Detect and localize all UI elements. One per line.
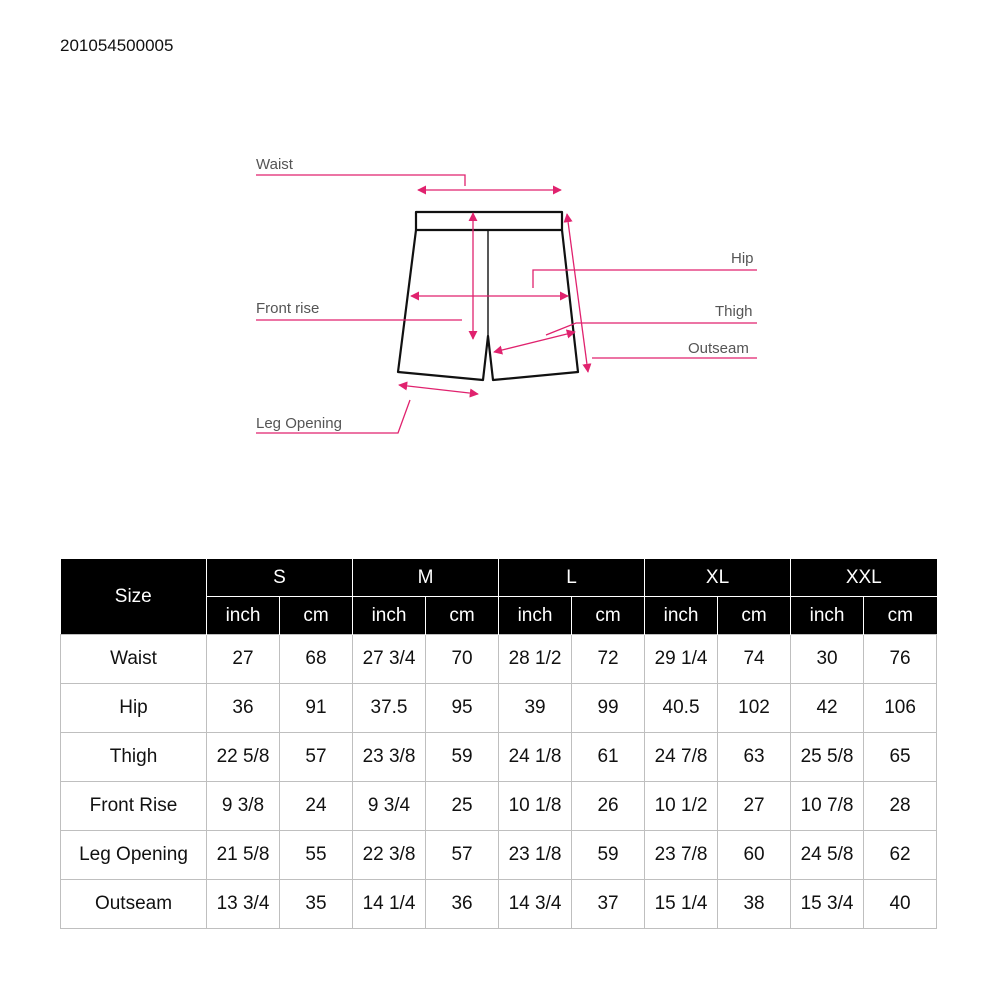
table-cell: 38	[718, 880, 791, 929]
table-row	[61, 782, 937, 831]
row-label: Front Rise	[61, 782, 207, 831]
waist-leader	[256, 175, 465, 186]
table-cell: 25 5/8	[791, 733, 864, 782]
table-cell: 10 7/8	[791, 782, 864, 831]
table-row	[61, 635, 937, 684]
table-cell: 40	[864, 880, 937, 929]
table-cell: 35	[280, 880, 353, 929]
unit-header-inch: inch	[207, 597, 280, 635]
table-cell: 102	[718, 684, 791, 733]
unit-header-cm: cm	[426, 597, 499, 635]
unit-header-cm: cm	[280, 597, 353, 635]
table-cell: 68	[280, 635, 353, 684]
row-label: Thigh	[61, 733, 207, 782]
table-cell: 40.5	[645, 684, 718, 733]
thigh-leader	[546, 323, 757, 335]
table-cell: 14 3/4	[499, 880, 572, 929]
table-cell: 27	[718, 782, 791, 831]
table-cell: 23 7/8	[645, 831, 718, 880]
row-label: Hip	[61, 684, 207, 733]
table-cell: 22 5/8	[207, 733, 280, 782]
table-cell: 72	[572, 635, 645, 684]
table-cell: 36	[207, 684, 280, 733]
table-row	[61, 831, 937, 880]
thigh-label: Thigh	[715, 303, 753, 320]
waistband-shape	[416, 212, 562, 230]
table-cell: 15 1/4	[645, 880, 718, 929]
table-cell: 99	[572, 684, 645, 733]
unit-header-cm: cm	[864, 597, 937, 635]
table-cell: 55	[280, 831, 353, 880]
table-row	[61, 684, 937, 733]
front-rise-label: Front rise	[256, 300, 320, 317]
table-cell: 74	[718, 635, 791, 684]
table-cell: 27	[207, 635, 280, 684]
size-header-m: M	[353, 559, 499, 597]
table-cell: 65	[864, 733, 937, 782]
size-header-xl: XL	[645, 559, 791, 597]
outseam-label: Outseam	[688, 340, 749, 357]
table-cell: 60	[718, 831, 791, 880]
hip-label: Hip	[731, 250, 754, 267]
table-cell: 63	[718, 733, 791, 782]
table-cell: 24 7/8	[645, 733, 718, 782]
table-cell: 42	[791, 684, 864, 733]
table-cell: 30	[791, 635, 864, 684]
table-cell: 95	[426, 684, 499, 733]
unit-header-cm: cm	[572, 597, 645, 635]
table-cell: 23 3/8	[353, 733, 426, 782]
table-cell: 10 1/2	[645, 782, 718, 831]
table-cell: 39	[499, 684, 572, 733]
table-cell: 14 1/4	[353, 880, 426, 929]
row-label: Leg Opening	[61, 831, 207, 880]
table-cell: 37	[572, 880, 645, 929]
table-cell: 15 3/4	[791, 880, 864, 929]
table-cell: 29 1/4	[645, 635, 718, 684]
table-row	[61, 733, 937, 782]
table-cell: 57	[426, 831, 499, 880]
table-cell: 76	[864, 635, 937, 684]
table-cell: 25	[426, 782, 499, 831]
table-cell: 13 3/4	[207, 880, 280, 929]
size-header-l: L	[499, 559, 645, 597]
table-cell: 21 5/8	[207, 831, 280, 880]
unit-header-inch: inch	[499, 597, 572, 635]
leg-opening-arrow	[399, 385, 478, 394]
table-cell: 61	[572, 733, 645, 782]
size-header-s: S	[207, 559, 353, 597]
thigh-arrow	[494, 332, 575, 352]
table-cell: 28	[864, 782, 937, 831]
table-cell: 28 1/2	[499, 635, 572, 684]
table-cell: 59	[572, 831, 645, 880]
table-cell: 106	[864, 684, 937, 733]
table-cell: 9 3/8	[207, 782, 280, 831]
table-cell: 23 1/8	[499, 831, 572, 880]
table-cell: 22 3/8	[353, 831, 426, 880]
size-header-xxl: XXL	[791, 559, 937, 597]
unit-header-cm: cm	[718, 597, 791, 635]
table-cell: 9 3/4	[353, 782, 426, 831]
table-cell: 91	[280, 684, 353, 733]
measurement-lines	[256, 175, 757, 433]
row-label: Outseam	[61, 880, 207, 929]
table-cell: 24	[280, 782, 353, 831]
table-cell: 59	[426, 733, 499, 782]
table-cell: 10 1/8	[499, 782, 572, 831]
leg-opening-label: Leg Opening	[256, 415, 342, 432]
size-column-header: Size	[61, 559, 207, 635]
unit-header-inch: inch	[353, 597, 426, 635]
table-cell: 37.5	[353, 684, 426, 733]
table-cell: 27 3/4	[353, 635, 426, 684]
table-cell: 36	[426, 880, 499, 929]
waist-label: Waist	[256, 156, 293, 173]
table-row	[61, 880, 937, 929]
table-cell: 57	[280, 733, 353, 782]
table-cell: 62	[864, 831, 937, 880]
row-label: Waist	[61, 635, 207, 684]
unit-header-inch: inch	[645, 597, 718, 635]
size-header-row	[61, 559, 937, 597]
product-code: 201054500005	[60, 36, 174, 55]
table-cell: 70	[426, 635, 499, 684]
table-cell: 26	[572, 782, 645, 831]
table-cell: 24 5/8	[791, 831, 864, 880]
unit-header-inch: inch	[791, 597, 864, 635]
table-cell: 24 1/8	[499, 733, 572, 782]
size-chart-table	[60, 559, 937, 929]
